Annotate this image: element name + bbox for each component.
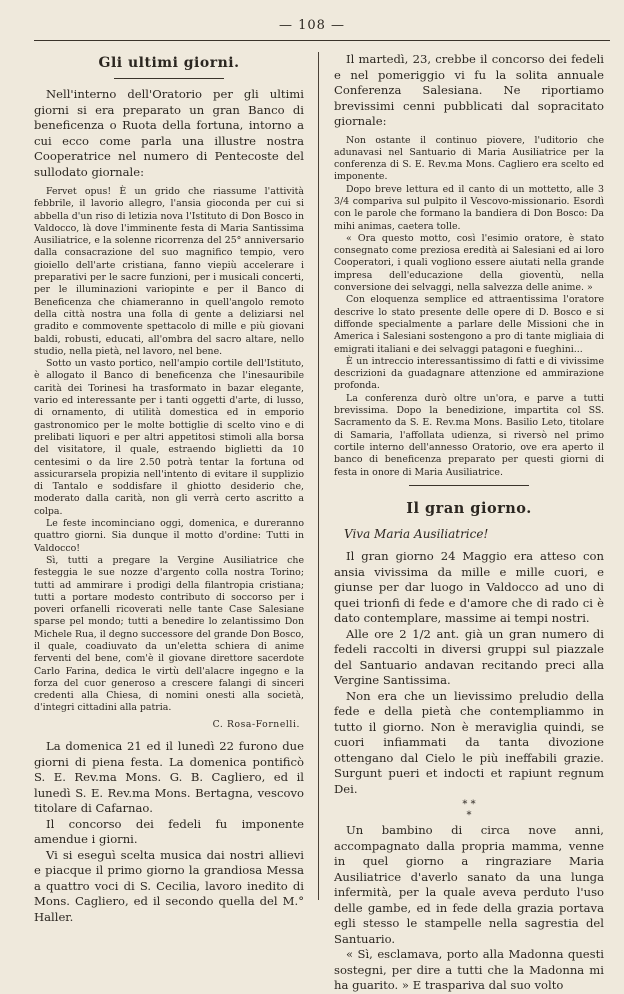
signature: C. Rosa-Fornelli. (212, 718, 300, 730)
quote-paragraph: Dopo breve lettura ed il canto di un mottetto, alle 3 3/4 compariva sul pulpito il Vescovo-missionario. Esordì con le parole che formano la bandiera di Don Bosco: Da mihi animas, caetera tolle. (334, 183, 604, 232)
quote-paragraph: Sotto un vasto portico, nell'ampio cortile dell'Istituto, è allogato il Banco di beneficenza che l'inesauribile carità dei Torinesi ha trasformato in bazar elegante, vario ed interessante per i tanti oggetti d'arte, di lusso, di ornamento, di utilità domestica ed in emporio gastronomico per le molte bottiglie di scelto vino e di prelibati liquori e per altri appetitosi stimoli alla borsa del visitatore, il quale, estraendo biglietti da 10 centesimi o da lire 2.50 potrà tentar la fortuna od assicurarsela propizia nell'intento di evitare il supplizio di Tantalo e soddisfare il ghiotto desiderio che, moderato dalla carità, non gli verrà certo ascritto a colpa. (34, 358, 304, 517)
body-paragraph: Il concorso dei fedeli fu imponente amendue i giorni. (34, 816, 304, 847)
article-title: Gli ultimi giorni. (98, 55, 240, 71)
quote-paragraph: Con eloquenza semplice ed attraentissima l'oratore descrive lo stato presente delle opere di D. Bosco e si diffonde specialmente a parlare delle Missioni che in America i Salesiani sostengono a pro di tante migliaia di emigrati italiani e dei selvaggi patagoni e fueghini... (334, 294, 604, 355)
body-paragraph: Il martedì, 23, crebbe il concorso dei fedeli e nel pomeriggio vi fu la solita annuale Conferenza Salesiana. Ne riportiamo brevissimi cenni pubblicati dal sopracitato giornale: (334, 52, 604, 128)
body-paragraph: Vi si eseguì scelta musica dai nostri allievi e piacque il primo giorno la grandiosa Messa a quattro voci di S. Cecilia, lavoro inedito di Mons. Cagliero, ed il secondo quella del M.° Haller. (34, 847, 304, 924)
body-paragraph: Non era che un lievissimo preludio della fede e della pietà che contempliammo in tutto il giorno. Non è meraviglia quindi, se cuori infiammati da tanta divozione ottengano dal Cielo le più ineffabili grazie. Surgunt pueri et indocti et rapiunt regnum Dei. (334, 688, 604, 796)
quote-paragraph: « Ora questo motto, così l'esimio oratore, è stato consegnato come preziosa eredità ai Salesiani ed ai loro Cooperatori, i quali vogliono essere aiutati nella grande impresa dell'educazione della gioventù, nella conversione dei selvaggi, nella salvezza delle anime. » (334, 232, 604, 294)
page-number: — 108 — (278, 18, 346, 33)
section-rule (409, 485, 529, 486)
quote-paragraph: La conferenza durò oltre un'ora, e parve a tutti brevissima. Dopo la benedizione, impartita col SS. Sacramento da S. E. Rev.ma Mons. Basilio Leto, titolare di Samaria, l'affollata udienza, si riversò nel primo cortile interno dell'annesso Oratorio, ove era aperto il banco di beneficenza preparato per questi giorni di festa in onore di Maria Ausiliatrice. (334, 392, 604, 478)
intro-paragraph: Nell'interno dell'Oratorio per gli ultimi giorni si era preparato un gran Banco di beneficenza o Ruota della fortuna, intorno a cui ecco come parla una illustre nostra Cooperatrice nel numero di Pentecoste del sullodato giornale: (34, 87, 304, 179)
section-title: Il gran giorno. (406, 499, 532, 517)
left-column (34, 52, 304, 924)
quote-paragraph: Non ostante il continuo piovere, l'uditorio che adunavasi nel Santuario di Maria Ausiliatrice per la conferenza di S. E. Rev.ma Mons. Cagliero era scelto ed imponente. (334, 134, 604, 183)
body-paragraph: Un bambino di circa nove anni, accompagnato dalla propria mamma, venne in quel giorno a ringraziare Maria Ausiliatrice d'averlo sanato da una lunga infermità, per la quale aveva perduto l'uso delle gambe, ed in fede della grazia portava egli stesso le stampelle nella sagrestia del Santuario. (334, 823, 604, 946)
quote-paragraph: Sì, tutti a pregare la Vergine Ausiliatrice che festeggia le sue nozze d'argento colla nostra Torino; tutti ad ammirare i prodigi della filantropia cristiana; tutti a portare modesto contributo di soccorso per i poveri orfanelli ricoverati nelle tante Case Salesiane sparse pel mondo; tutti a benedire lo zelantissimo Don Michele Rua, il degno successore del grande Don Bosco, il quale, coadiuvato da un'eletta schiera di anime ferventi del bene, com'è il giovane direttore sacerdote Carlo Farina, dedica le virtù dell'alacre ingegno e la forza del cuor generoso a crescere falangi di sinceri credenti alla Chiesa, di nomini onesti alla società, d'integri cittadini alla patria. (34, 554, 304, 714)
quote-paragraph: Fervet opus! È un grido che riassume l'attività febbrile, il lavorio allegro, l'ansia gioconda per cui si abbella d'un riso di letizia nova l'Istituto di Don Bosco in Valdocco, là dove l'imminente festa di Maria Santissima Ausiliatrice, e la solenne ricorrenza del 25° anniversario dalla consacrazione del suo magnifico tempio, vero gioiello dell'arte cristiana, fanno viepiù accelerare i preparativi per le sacre funzioni, per i musicali concerti, per le illuminazioni variopinte e per il Banco di Beneficenza che chiameranno in quell'angolo remoto della città nostra una folla di gente a deliziarsi nel gradito e commovente spettacolo di mille e più giovani baldi, robusti, educati, all'ombra del sacro altare, nello studio, nella pietà, nel lavoro, nel bene. (34, 186, 304, 357)
right-column (334, 52, 604, 993)
asterism: * * * (462, 799, 476, 822)
column-divider (318, 52, 319, 900)
exclamation: Viva Maria Ausiliatrice! (344, 526, 489, 541)
body-paragraph: La domenica 21 ed il lunedì 22 furono due giorni di piena festa. La domenica pontificò S. E. Rev.ma Mons. G. B. Cagliero, ed il lunedì S. E. Rev.ma Mons. Bertagna, vescovo titolare di Cafarnao. (34, 739, 304, 816)
body-paragraph: Alle ore 2 1/2 ant. già un gran numero di fedeli raccolti in diversi gruppi sul piazzale del Santuario andavan recitando preci alla Vergine Santissima. (334, 626, 604, 688)
quote-paragraph: Le feste incominciano oggi, domenica, e dureranno quattro giorni. Sia dunque il motto d'ordine: Tutti in Valdocco! (34, 518, 304, 554)
body-paragraph: Il gran giorno 24 Maggio era atteso con ansia vivissima da mille e mille cuori, e giunse per dar luogo in Valdocco ad uno di quei trionfi di fede e d'amore che di rado ci è dato contemplare, massime ai tempi nostri. (334, 549, 604, 626)
quote-paragraph: È un intreccio interessantissimo di fatti e di vivissime descrizioni da guadagnare attenzione ed ammirazione profonda. (334, 355, 604, 392)
body-paragraph: « Sì, esclamava, porto alla Madonna questi sostegni, per dire a tutti che la Madonna mi ha guarito. » E traspariva dal suo volto (334, 947, 604, 993)
header-rule (34, 40, 610, 41)
title-rule (114, 78, 224, 79)
